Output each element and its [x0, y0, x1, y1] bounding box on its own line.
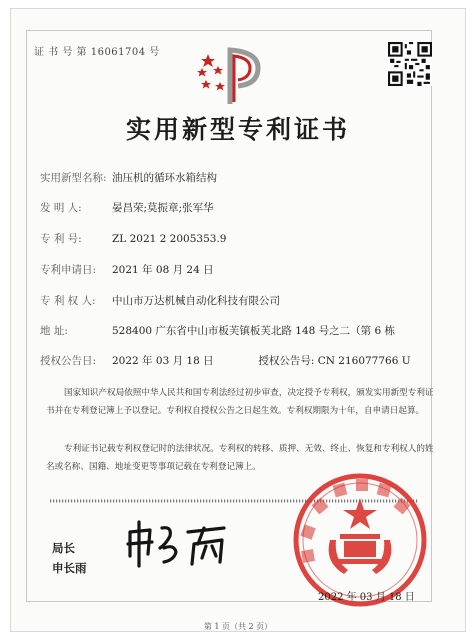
field-label: 专利申请日:: [40, 264, 97, 276]
field-label: 地 址:: [40, 325, 68, 337]
director-role: 局长: [52, 541, 75, 555]
field-application-date: [40, 262, 214, 277]
field-announcement: [40, 353, 411, 368]
field-label: 专 利 号:: [40, 233, 82, 245]
certificate-number: 证 书 号 第 16061704 号: [34, 47, 160, 58]
field-label: 发 明 人:: [40, 202, 82, 214]
field-inventors: [40, 200, 214, 215]
field-value: 2021 年 08 月 24 日: [112, 264, 214, 276]
page-number: 第 1 页（共 2 页）: [203, 622, 273, 631]
field-value: ZL 2021 2 2005353.9: [112, 233, 227, 245]
director-signature: [124, 518, 244, 570]
qr-code: [388, 42, 432, 86]
director-name: 申长雨: [52, 561, 87, 575]
field-value: 528400 广东省中山市板芙镇板芙北路 148 号之二（第 6 栋: [112, 325, 395, 337]
certificate-title: 实用新型专利证书: [125, 115, 350, 144]
field-extra-value: CN 216077766 U: [317, 355, 411, 367]
field-patentee: [40, 293, 280, 308]
field-value: 油压机的循环水箱结构: [112, 172, 217, 184]
field-extra-label: 授权公告号:: [258, 355, 315, 367]
cnipa-emblem: [196, 44, 272, 108]
field-address: [40, 323, 395, 338]
legal-status-paragraph: 专利证书记载专利权登记时的法律状况。专利权的转移、质押、无效、终止、恢复和专利权人的姓名或名称、国籍、地址变更等事项记载在专利登记簿上。: [46, 444, 434, 472]
field-patent-number: [40, 231, 226, 246]
seal-date: 2022 年 03 月 18 日: [318, 592, 415, 603]
field-label: 授权公告日:: [40, 355, 97, 367]
grant-paragraph: 国家知识产权局依照中华人民共和国专利法经过初步审查，决定授予专利权，颁发实用新型专利证书并在专利登记簿上予以登记。专利权自授权公告之日起生效。专利权期限为十年，自申请日起算。: [46, 388, 434, 416]
field-label: 实用新型名称:: [40, 172, 107, 184]
field-value: 中山市万达机械自动化科技有限公司: [112, 295, 280, 307]
field-utility-model-name: [40, 170, 217, 185]
field-value: 2022 年 03 月 18 日: [112, 355, 214, 367]
field-label: 专 利 权 人:: [40, 295, 96, 307]
field-value: 晏昌荣;莫振章;张军华: [112, 202, 214, 214]
